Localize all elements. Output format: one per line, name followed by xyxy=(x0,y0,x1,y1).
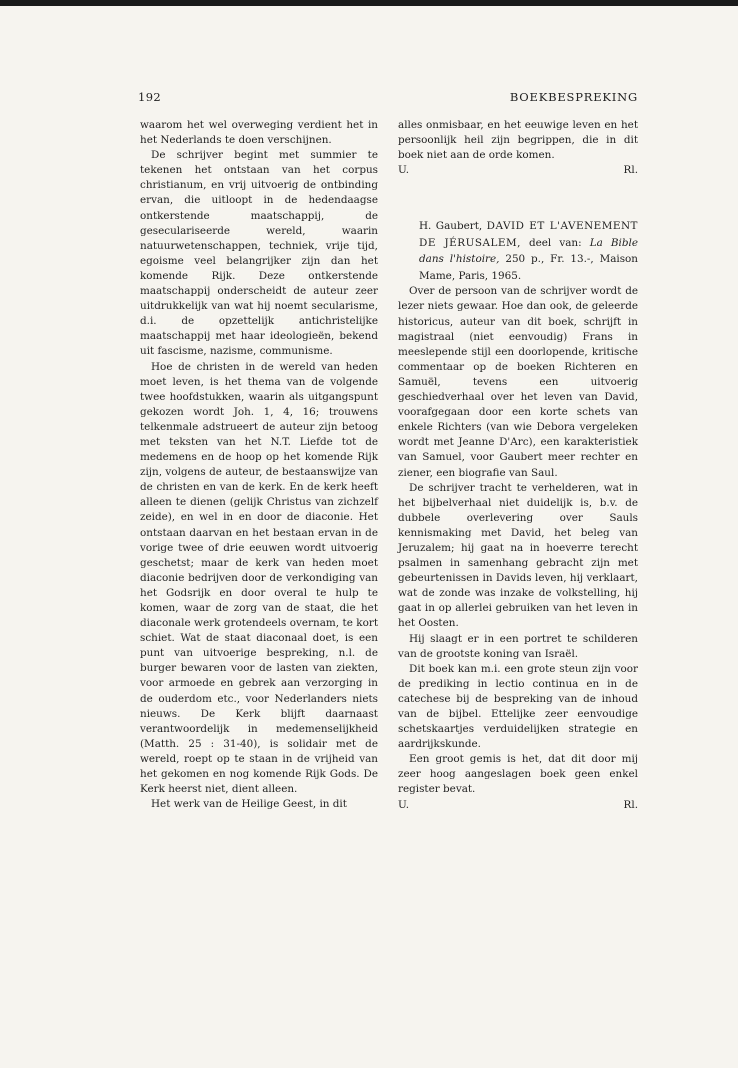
right-column xyxy=(398,118,638,813)
review-book-title: DAVID ET L'AVENEMENT DE JÉRUSALEM, xyxy=(419,220,638,249)
left-column xyxy=(140,118,378,812)
reviewer-signoff xyxy=(398,163,638,178)
left-paragraph-2: De schrijver begint met summier te tekenen het ontstaan van het corpus christianum, en vrij uitvoerig de ontbinding ervan, die uitloopt in de hedendaagse ontkerstende maatschappij, de geseculariseerde wereld, waarin natuurwetenschappen, techniek, vrije tijd, egoisme veel belangrijker zijn dan het komende Rijk. Deze ontkerstende maatschappij onderscheidt de auteur zeer uitdrukkelijk van wat hij noemt secularisme, d.i. de opzettelijk antichristelijke maatschappij met haar ideologieën, bekend uit fascisme, nazisme, communisme. xyxy=(140,149,378,358)
right-paragraph-4: Dit boek kan m.i. een grote steun zijn voor de prediking in lectio continua en in de catechese bij de bespreking van de inhoud van de bijbel. Ettelijke zeer eenvoudige schetskaartjes verduidelijken strategie en aardrijkskunde. xyxy=(398,662,638,751)
left-paragraph-3: Hoe de christen in de wereld van heden moet leven, is het thema van de volgende twee hoofdstukken, waarin als uitgangspunt gekozen wordt Joh. 1, 4, 16; trouwens telkenmale adstrueert de auteur zijn betoog met teksten van het N.T. Liefde tot de medemens en de hoop op het komende Rijk zijn, volgens de auteur, de bestaanswijze van de christen en van de kerk. En de kerk heeft alleen te dienen (gelijk Christus van zichzelf zeide), en wel in en door de diaconie. Het ontstaan daarvan en het bestaan ervan in de vorige twee of drie eeuwen wordt uitvoerig geschetst; maar de kerk van heden moet diaconie bedrijven door de verkondiging van het Godsrijk en door overal te hulp te komen, waar de zorg van de staat, die het diaconale werk grotendeels overnam, te kort schiet. Wat de staat diaconaal doet, is een punt van uitvoerige bespreking, n.l. de burger bewaren voor de lasten van ziekten, voor armoede en gebrek aan verzorging in de ouderdom etc., voor Nederlanders niets nieuws. De Kerk blijft daarnaast verantwoordelijk in medemenselijkheid (Matth. 25 : 31-40), is solidair met de wereld, roept op te staan in de vrijheid van het gekomen en nog komende Rijk Gods. De Kerk heerst niet, dient alleen. xyxy=(140,360,378,796)
page-number: 192 xyxy=(138,90,162,104)
review-publication: 250 p., Fr. 13.-, Maison Mame, Paris, 1965. xyxy=(419,253,639,282)
running-title: BOEKBESPREKING xyxy=(509,90,638,104)
reviewer-signoff-final xyxy=(398,798,638,813)
signoff-reviewer: Rl. xyxy=(623,798,638,811)
right-paragraph-2: De schrijver tracht te verhelderen, wat in het bijbelverhaal niet duidelijk is, b.v. de dubbele overlevering over Sauls kennismaking met David, het beleg van Jeruzalem; hij gaat na in hoeverre terecht psalmen in samenhang gebracht zijn met gebeurtenissen in Davids leven, hij verklaart, wat de zonde was inzake de volkstelling, hij gaat in op allerlei gebruiken van het leven in het Oosten. xyxy=(398,481,638,630)
review-series-prefix: deel van: xyxy=(528,236,582,249)
right-paragraph-3: Hij slaagt er in een portret te schilderen van de grootste koning van Israël. xyxy=(398,632,638,660)
review-heading xyxy=(398,218,638,284)
signoff-initial: U. xyxy=(398,164,410,177)
right-paragraph-5: Een groot gemis is het, dat dit door mij zeer hoog aangeslagen boek geen enkel register bevat. xyxy=(398,753,638,796)
left-paragraph-1: waarom het wel overweging verdient het in het Nederlands te doen verschijnen. xyxy=(140,119,378,147)
right-intro-paragraph: alles onmisbaar, en het eeuwige leven en het persoonlijk heil zijn begrippen, die in dit boek niet aan de orde komen. xyxy=(398,119,638,162)
left-paragraph-4: Het werk van de Heilige Geest, in dit xyxy=(151,798,347,811)
signoff-reviewer: Rl. xyxy=(623,164,638,177)
signoff-initial: U. xyxy=(398,798,410,811)
review-series-title: La Bible dans l'histoire, xyxy=(419,236,638,266)
right-paragraph-1: Over de persoon van de schrijver wordt de lezer niets gewaar. Hoe dan ook, de geleerde historicus, auteur van dit boek, schrijft in magistraal (niet eenvoudig) Frans in meeslepende stijl een doorlopende, kritische commentaar op de boeken Richteren en Samuël, tevens een uitvoerig geschiedverhaal over het leven van David, voorafgegaan door een korte schets van enkele Richters (van wie Debora vergeleken wordt met Jeanne D'Arc), een karakteristiek van Samuel, voor Gaubert meer rechter en ziener, een biografie van Saul. xyxy=(398,285,638,479)
review-author: H. Gaubert, xyxy=(419,220,483,233)
